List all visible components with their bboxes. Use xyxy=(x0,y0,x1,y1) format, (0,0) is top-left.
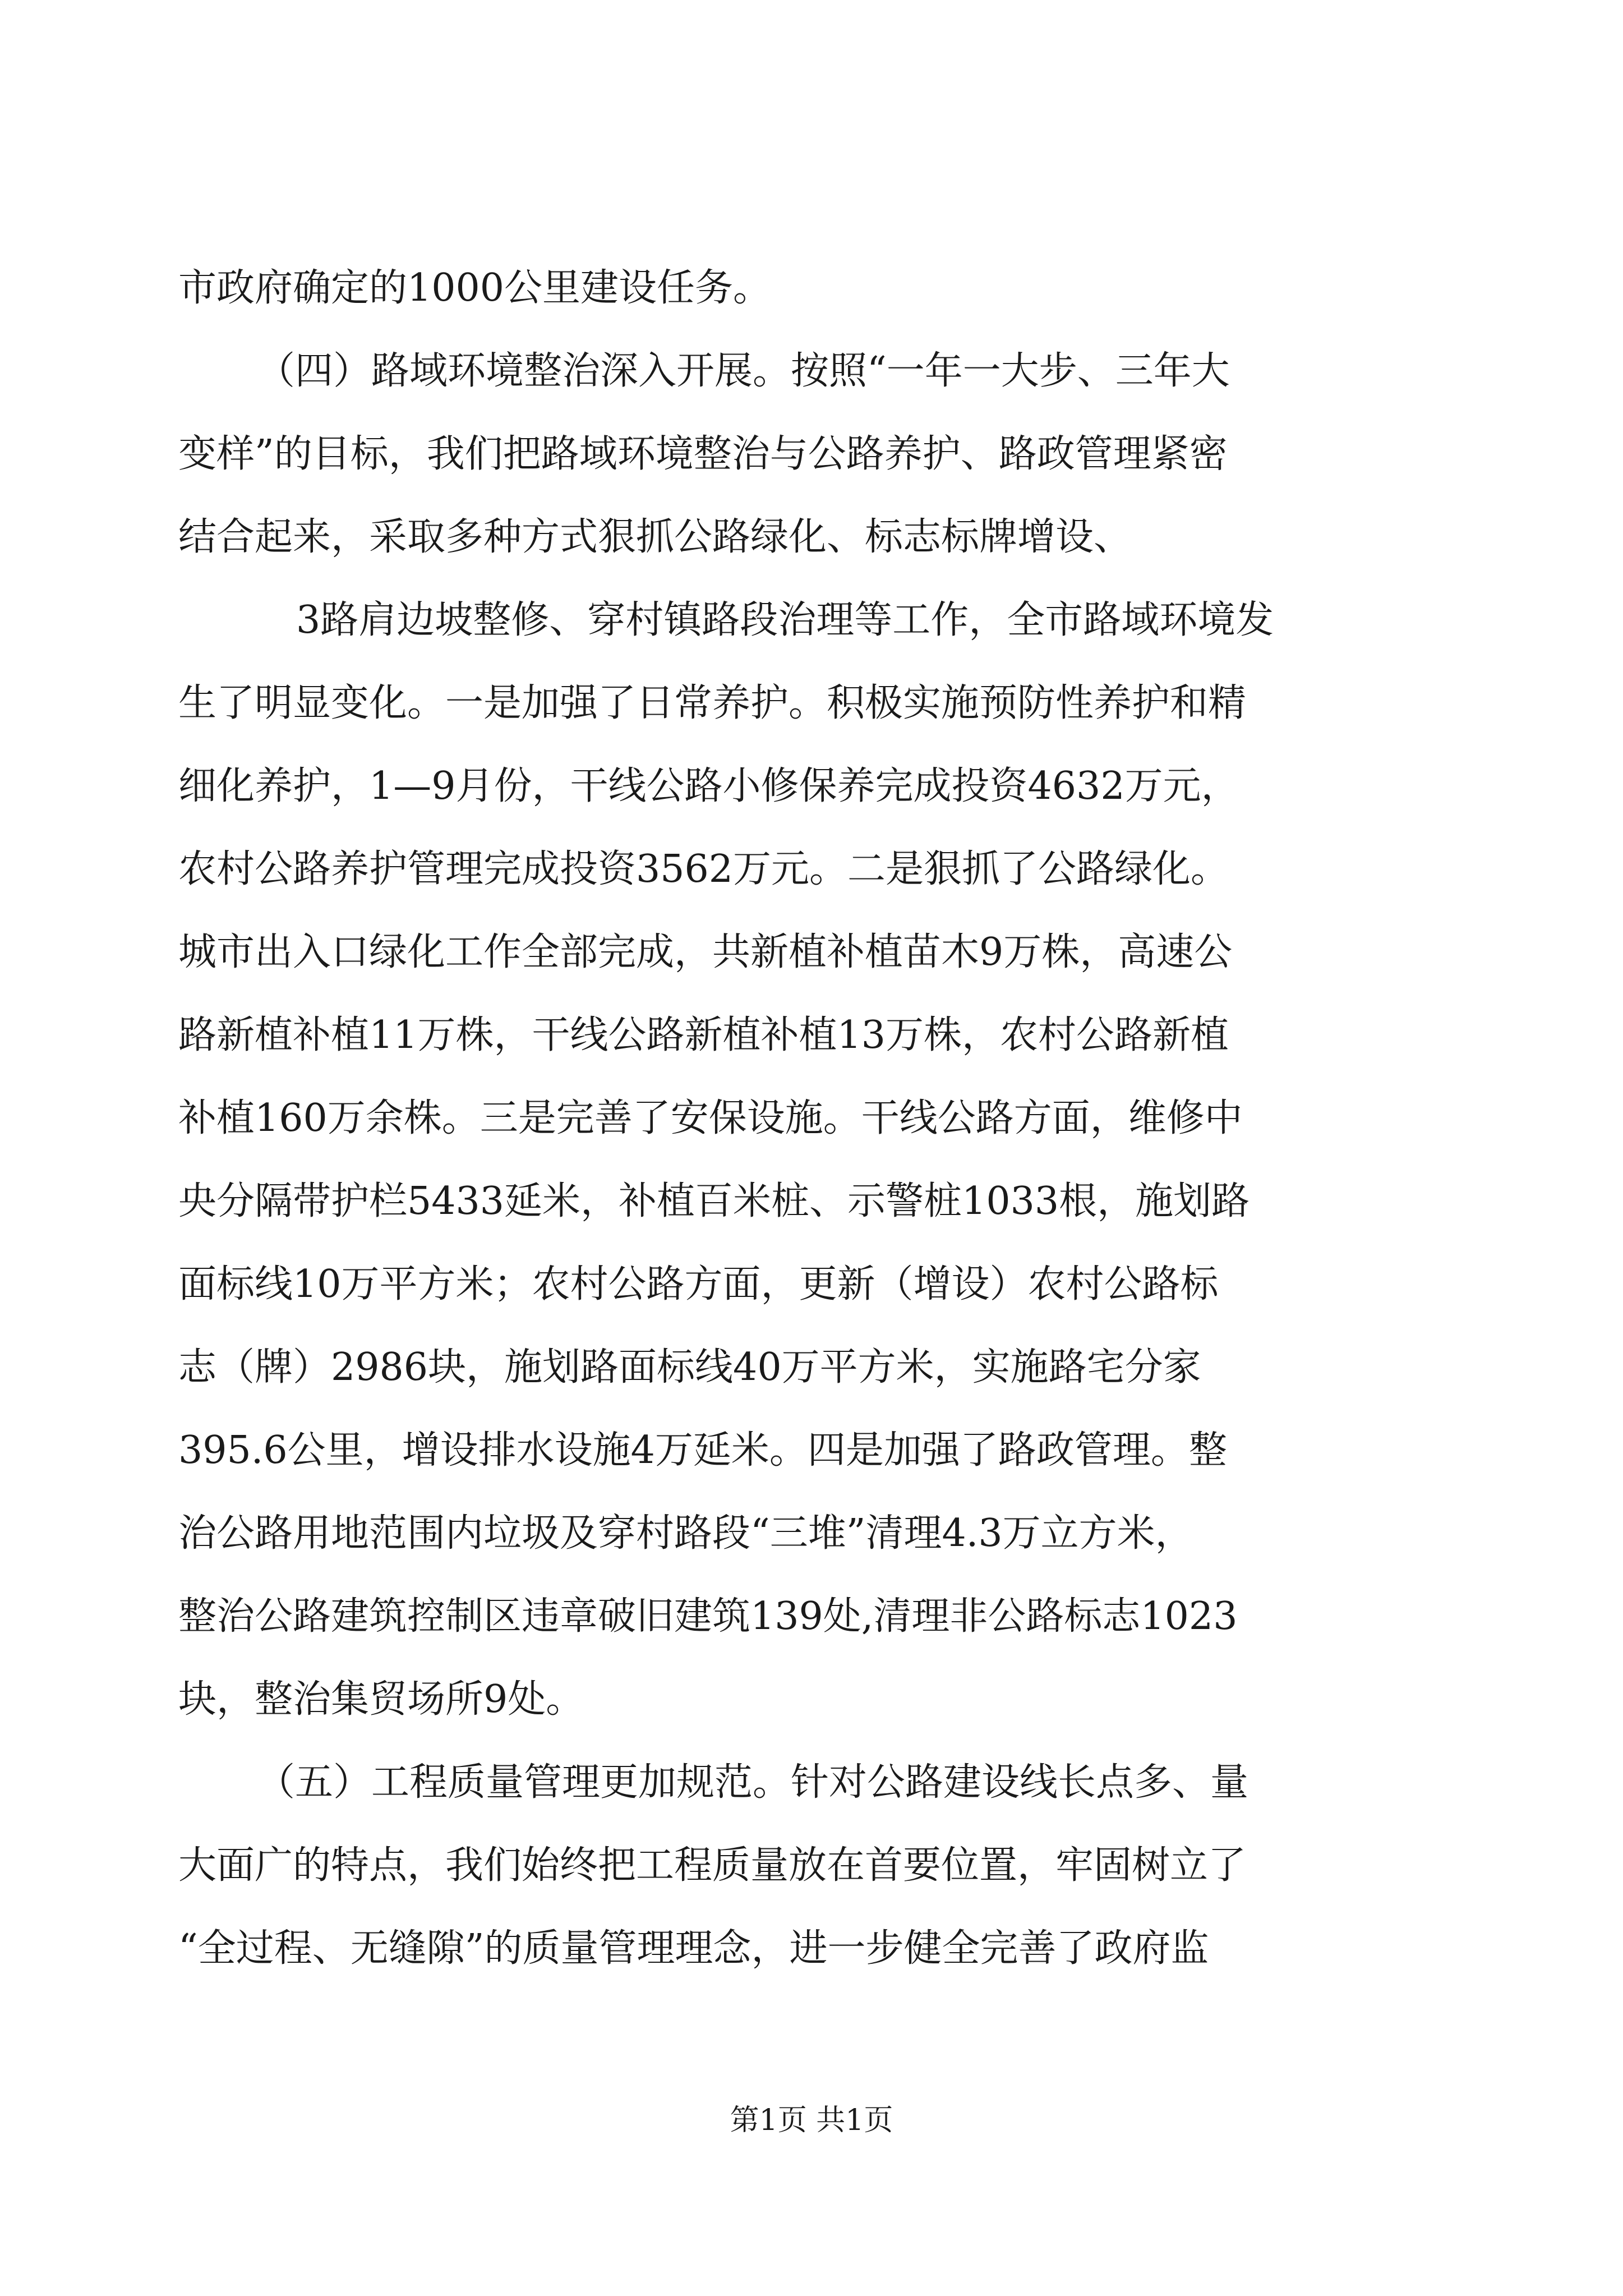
text-line: 治公路用地范围内垃圾及穿村路段“三堆”清理4.3万立方米， xyxy=(178,1511,1193,1556)
text-line: 路新植补植11万株，干线公路新植补植13万株，农村公路新植 xyxy=(178,1013,1229,1057)
text-line: 央分隔带护栏5433延米，补植百米桩、示警桩1033根，施划路 xyxy=(178,1179,1250,1223)
text-line: 块，整治集贸场所9处。 xyxy=(178,1677,584,1722)
text-line: 整治公路建筑控制区违章破旧建筑139处,清理非公路标志1023 xyxy=(178,1594,1238,1639)
text-line: （五）工程质量管理更加规范。针对公路建设线长点多、量 xyxy=(257,1760,1249,1805)
text-line: 大面广的特点，我们始终把工程质量放在首要位置，牢固树立了 xyxy=(178,1843,1247,1888)
text-line: 补植160万余株。三是完善了安保设施。干线公路方面，维修中 xyxy=(178,1096,1243,1140)
text-line: 面标线10万平方米；农村公路方面，更新（增设）农村公路标 xyxy=(178,1262,1219,1306)
text-line: 农村公路养护管理完成投资3562万元。二是狠抓了公路绿化。 xyxy=(178,847,1229,891)
text-line: 结合起来，采取多种方式狠抓公路绿化、标志标牌增设、 xyxy=(178,515,1132,559)
text-line: 3路肩边坡整修、穿村镇路段治理等工作，全市路域环境发 xyxy=(296,598,1274,642)
text-line: 变样”的目标，我们把路域环境整治与公路养护、路政管理紧密 xyxy=(178,432,1228,476)
text-line: 生了明显变化。一是加强了日常养护。积极实施预防性养护和精 xyxy=(178,681,1247,725)
text-line: 城市出入口绿化工作全部完成，共新植补植苗木9万株，高速公 xyxy=(178,930,1233,974)
text-line: （四）路域环境整治深入开展。按照“一年一大步、三年大 xyxy=(257,349,1230,393)
text-line: 志（牌）2986块，施划路面标线40万平方米，实施路宅分家 xyxy=(178,1345,1201,1389)
page-footer: 第1页 共1页 xyxy=(730,2104,893,2137)
text-line: 395.6公里，增设排水设施4万延米。四是加强了路政管理。整 xyxy=(178,1428,1227,1473)
document-body xyxy=(178,247,1435,1990)
text-line: “全过程、无缝隙”的质量管理理念，进一步健全完善了政府监 xyxy=(178,1926,1209,1971)
text-line: 细化养护，1—9月份，干线公路小修保养完成投资4632万元， xyxy=(178,764,1239,808)
text-line: 市政府确定的1000公里建设任务。 xyxy=(178,266,772,310)
